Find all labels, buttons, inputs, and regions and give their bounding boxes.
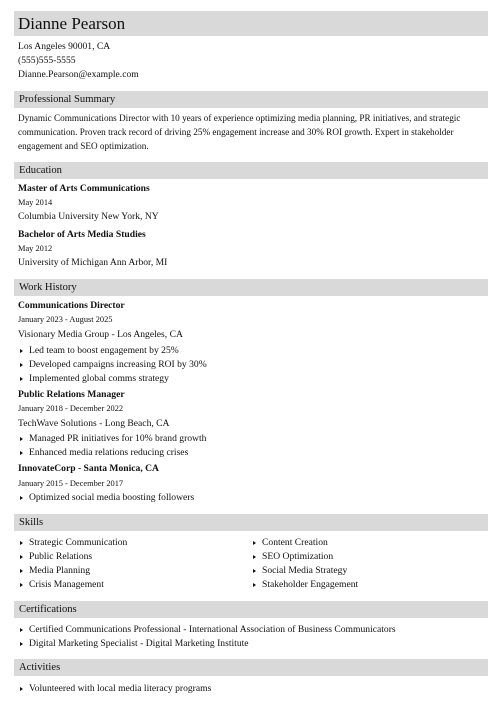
job-title: Public Relations Manager <box>18 389 125 400</box>
job-company: Visionary Media Group - Los Angeles, CA <box>18 329 183 340</box>
job-bullet-text: Implemented global comms strategy <box>29 373 169 384</box>
job-title: InnovateCorp - Santa Monica, CA <box>18 463 159 474</box>
skill-item <box>251 578 358 591</box>
job-bullet-text: Optimized social media boosting followers <box>29 492 195 503</box>
skill-label: Stakeholder Engagement <box>262 579 359 590</box>
skill-item <box>251 564 347 577</box>
skill-label: Content Creation <box>262 537 328 548</box>
job-bullet-text: Developed campaigns increasing ROI by 30% <box>29 359 207 370</box>
section-heading-work-history: Work History <box>14 279 488 296</box>
section-heading-education: Education <box>14 162 488 179</box>
education-date: May 2012 <box>18 244 53 253</box>
certification-item <box>18 637 249 650</box>
bullet-icon <box>20 583 23 587</box>
job-bullet <box>18 432 206 445</box>
education-school: Columbia University New York, NY <box>18 211 159 222</box>
bullet-icon <box>20 642 23 646</box>
contact-location: Los Angeles 90001, CA <box>18 41 111 52</box>
skill-label: Crisis Management <box>29 579 104 590</box>
bullet-icon <box>253 541 256 545</box>
section-heading-skills: Skills <box>14 514 488 531</box>
education-school: University of Michigan Ann Arbor, MI <box>18 257 168 268</box>
skill-item <box>251 536 328 549</box>
contact-phone: (555)555-5555 <box>18 55 76 66</box>
education-degree: Master of Arts Communications <box>18 183 150 194</box>
skill-label: Social Media Strategy <box>262 565 348 576</box>
certification-label: Certified Communications Professional - International Association of Business Communicators <box>29 624 396 635</box>
job-bullet <box>18 491 194 504</box>
bullet-icon <box>20 451 23 455</box>
job-bullet <box>18 372 169 385</box>
bullet-icon <box>20 628 23 632</box>
bullet-icon <box>253 569 256 573</box>
bullet-icon <box>20 349 23 353</box>
skill-item <box>251 550 333 563</box>
bullet-icon <box>253 555 256 559</box>
summary-text: Dynamic Communications Director with 10 years of experience optimizing media planning, PR initiatives, and strategic communication. Proven track record of driving 25% engagement increase and 30% ROI growth. Expert in stakeholder engagement and SEO optimization. <box>18 113 461 151</box>
section-heading-summary: Professional Summary <box>14 91 488 108</box>
bullet-icon <box>20 569 23 573</box>
bullet-icon <box>20 541 23 545</box>
skill-label: Media Planning <box>29 565 91 576</box>
section-heading-certifications: Certifications <box>14 601 488 618</box>
certification-item <box>18 623 396 636</box>
activity-label: Volunteered with local media literacy programs <box>29 683 212 694</box>
bullet-icon <box>20 437 23 441</box>
skill-item <box>18 550 92 563</box>
bullet-icon <box>20 363 23 367</box>
bullet-icon <box>253 583 256 587</box>
bullet-icon <box>20 496 23 500</box>
certification-label: Digital Marketing Specialist - Digital Marketing Institute <box>29 638 249 649</box>
skill-item <box>18 578 104 591</box>
job-bullet <box>18 446 188 459</box>
job-bullet-text: Enhanced media relations reducing crises <box>29 447 189 458</box>
skill-item <box>18 564 90 577</box>
job-dates: January 2023 - August 2025 <box>18 315 113 324</box>
candidate-name: Dianne Pearson <box>14 11 488 36</box>
contact-email: Dianne.Pearson@example.com <box>18 69 139 80</box>
job-company: TechWave Solutions - Long Beach, CA <box>18 418 170 429</box>
activity-item <box>18 682 211 695</box>
job-bullet-text: Managed PR initiatives for 10% brand growth <box>29 433 207 444</box>
skill-item <box>18 536 127 549</box>
education-degree: Bachelor of Arts Media Studies <box>18 229 146 240</box>
job-bullet <box>18 344 179 357</box>
job-title: Communications Director <box>18 300 125 311</box>
skill-label: SEO Optimization <box>262 551 334 562</box>
education-date: May 2014 <box>18 198 53 207</box>
job-dates: January 2015 - December 2017 <box>18 479 124 488</box>
skill-label: Public Relations <box>29 551 93 562</box>
section-heading-activities: Activities <box>14 659 488 676</box>
bullet-icon <box>20 687 23 691</box>
bullet-icon <box>20 555 23 559</box>
bullet-icon <box>20 377 23 381</box>
job-dates: January 2018 - December 2022 <box>18 404 124 413</box>
job-bullet-text: Led team to boost engagement by 25% <box>29 345 179 356</box>
job-bullet <box>18 358 207 371</box>
skill-label: Strategic Communication <box>29 537 128 548</box>
